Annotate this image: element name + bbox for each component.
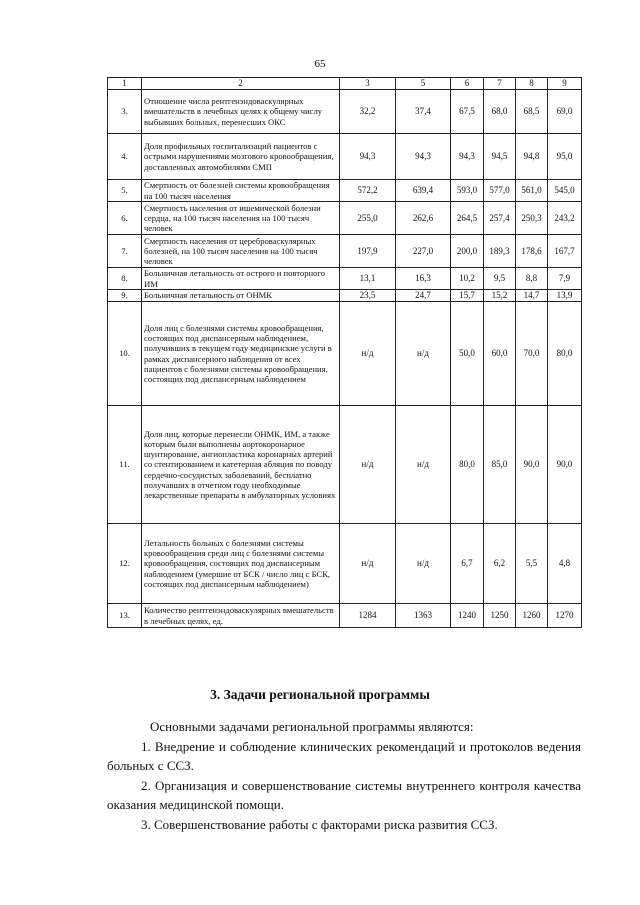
- indicator-value: 197,9: [340, 235, 396, 268]
- indicator-value: 5,5: [516, 524, 548, 604]
- indicator-label: Смертность населения от цереброваскулярных болезней, на 100 тысяч населения на 100 тысяч человек: [142, 235, 340, 268]
- indicator-label: Количество рентгенэндоваскулярных вмешательств в лечебных целях, ед.: [142, 604, 340, 628]
- section-body: [107, 717, 581, 834]
- table-row: [108, 235, 582, 268]
- indicator-value: 14,7: [516, 290, 548, 302]
- indicator-value: 60,0: [484, 302, 516, 406]
- indicator-value: 250,3: [516, 202, 548, 235]
- indicator-value: н/д: [396, 302, 451, 406]
- column-header: 6: [451, 78, 484, 90]
- indicator-value: 264,5: [451, 202, 484, 235]
- row-number: 12.: [108, 524, 142, 604]
- indicator-value: 69,0: [548, 90, 582, 134]
- indicator-label: Больничная летальность от ОНМК: [142, 290, 340, 302]
- indicator-value: 80,0: [548, 302, 582, 406]
- indicator-value: 23,5: [340, 290, 396, 302]
- column-header: 9: [548, 78, 582, 90]
- table-row: [108, 524, 582, 604]
- indicator-value: 262,6: [396, 202, 451, 235]
- indicator-label: Доля профильных госпитализаций пациентов с острыми нарушениями мозгового кровообращения, доставленных автомобилями СМП: [142, 134, 340, 180]
- indicator-value: 200,0: [451, 235, 484, 268]
- section-intro: Основными задачами региональной программы являются:: [150, 719, 474, 734]
- page-number: 65: [314, 58, 326, 70]
- column-header: 3: [340, 78, 396, 90]
- indicator-value: 70,0: [516, 302, 548, 406]
- indicator-value: 16,3: [396, 268, 451, 290]
- task-item-3: 3. Совершенствование работы с факторами риска развития ССЗ.: [141, 816, 498, 832]
- indicator-value: 94,3: [451, 134, 484, 180]
- indicator-label: Смертность населения от ишемической болезни сердца, на 100 тысяч населения на 100 тысяч человек: [142, 202, 340, 235]
- row-number: 3.: [108, 90, 142, 134]
- row-number: 4.: [108, 134, 142, 180]
- indicator-value: 9,5: [484, 268, 516, 290]
- indicator-value: 593,0: [451, 180, 484, 202]
- indicator-value: 80,0: [451, 406, 484, 524]
- indicator-value: н/д: [340, 524, 396, 604]
- indicator-value: 1250: [484, 604, 516, 628]
- header-row: [108, 78, 582, 90]
- indicator-label: Смертность от болезней системы кровообращения на 100 тысяч населения: [142, 180, 340, 202]
- indicator-value: 1270: [548, 604, 582, 628]
- row-number: 11.: [108, 406, 142, 524]
- indicator-value: 243,2: [548, 202, 582, 235]
- indicator-value: 94,3: [396, 134, 451, 180]
- table-row: [108, 202, 582, 235]
- column-header: 7: [484, 78, 516, 90]
- row-number: 9.: [108, 290, 142, 302]
- indicator-value: 68,0: [484, 90, 516, 134]
- indicator-value: 68,5: [516, 90, 548, 134]
- indicator-value: 227,0: [396, 235, 451, 268]
- table-row: [108, 302, 582, 406]
- indicator-label: Летальность больных с болезнями системы кровообращения среди лиц с болезнями системы кровообращения, состоящих под диспансерным наблюдением (умершие от БСК / число лиц с БСК, состоящих под диспансерным наблюдением): [142, 524, 340, 604]
- indicator-value: 572,2: [340, 180, 396, 202]
- indicator-label: Больничная летальность от острого и повторного ИМ: [142, 268, 340, 290]
- indicator-value: 85,0: [484, 406, 516, 524]
- indicator-value: н/д: [340, 406, 396, 524]
- indicator-value: 8,8: [516, 268, 548, 290]
- task-item-2: 2. Организация и совершенствование системы внутреннего контроля качества оказания медицинской помощи.: [107, 777, 581, 812]
- indicator-value: 94,3: [340, 134, 396, 180]
- indicator-value: 90,0: [548, 406, 582, 524]
- indicator-label: Доля лиц с болезнями системы кровообращения, состоящих под диспансерным наблюдением, получивших в текущем году медицинские услуги в рамках диспансерного наблюдения от всех пациентов с болезнями системы кровообращения, состоящих под диспансерным наблюдением: [142, 302, 340, 406]
- indicator-value: н/д: [396, 406, 451, 524]
- indicator-value: 255,0: [340, 202, 396, 235]
- table-body: [108, 90, 582, 628]
- table-row: [108, 180, 582, 202]
- indicator-value: 94,5: [484, 134, 516, 180]
- indicator-value: 1260: [516, 604, 548, 628]
- indicator-value: 32,2: [340, 90, 396, 134]
- indicator-value: 37,4: [396, 90, 451, 134]
- indicator-value: н/д: [396, 524, 451, 604]
- indicator-value: 50,0: [451, 302, 484, 406]
- indicator-value: 577,0: [484, 180, 516, 202]
- table-row: [108, 134, 582, 180]
- indicator-value: 167,7: [548, 235, 582, 268]
- indicator-value: 178,6: [516, 235, 548, 268]
- column-header: 2: [142, 78, 340, 90]
- row-number: 6.: [108, 202, 142, 235]
- indicator-value: 90,0: [516, 406, 548, 524]
- indicator-value: 545,0: [548, 180, 582, 202]
- indicator-value: 24,7: [396, 290, 451, 302]
- indicator-value: 15,2: [484, 290, 516, 302]
- indicator-value: 6,7: [451, 524, 484, 604]
- indicator-value: 4,8: [548, 524, 582, 604]
- row-number: 8.: [108, 268, 142, 290]
- indicator-value: 67,5: [451, 90, 484, 134]
- indicator-value: 10,2: [451, 268, 484, 290]
- indicator-value: н/д: [340, 302, 396, 406]
- indicator-value: 95,0: [548, 134, 582, 180]
- indicator-value: 189,3: [484, 235, 516, 268]
- indicator-value: 7,9: [548, 268, 582, 290]
- table-row: [108, 604, 582, 628]
- indicator-value: 1284: [340, 604, 396, 628]
- indicator-value: 639,4: [396, 180, 451, 202]
- row-number: 7.: [108, 235, 142, 268]
- row-number: 13.: [108, 604, 142, 628]
- table-row: [108, 406, 582, 524]
- column-header: 5: [396, 78, 451, 90]
- table-row: [108, 290, 582, 302]
- indicator-value: 94,8: [516, 134, 548, 180]
- section-title: 3. Задачи региональной программы: [210, 687, 430, 702]
- indicator-value: 13,1: [340, 268, 396, 290]
- indicator-label: Доля лиц, которые перенесли ОНМК, ИМ, а также которым были выполнены аортокоронарное шунтирование, ангиопластика коронарных артерий со стентированием и катетерная абляция по поводу сердечно-сосудистых заболеваний, бесплатно получавших в отчетном году необходимые лекарственные препараты в амбулаторных условиях: [142, 406, 340, 524]
- indicator-value: 13,9: [548, 290, 582, 302]
- indicator-value: 1240: [451, 604, 484, 628]
- indicator-value: 6,2: [484, 524, 516, 604]
- task-item-1: 1. Внедрение и соблюдение клинических рекомендаций и протоколов ведения больных с ССЗ.: [107, 738, 581, 773]
- table-row: [108, 268, 582, 290]
- indicators-table: [107, 77, 582, 628]
- row-number: 10.: [108, 302, 142, 406]
- indicator-value: 561,0: [516, 180, 548, 202]
- indicator-value: 257,4: [484, 202, 516, 235]
- column-header: 8: [516, 78, 548, 90]
- indicator-value: 1363: [396, 604, 451, 628]
- row-number: 5.: [108, 180, 142, 202]
- column-header: 1: [108, 78, 142, 90]
- table-row: [108, 90, 582, 134]
- indicator-label: Отношение числа рентгенэндоваскулярных вмешательств в лечебных целях к общему числу выбывших больных, перенесших ОКС: [142, 90, 340, 134]
- indicator-value: 15,7: [451, 290, 484, 302]
